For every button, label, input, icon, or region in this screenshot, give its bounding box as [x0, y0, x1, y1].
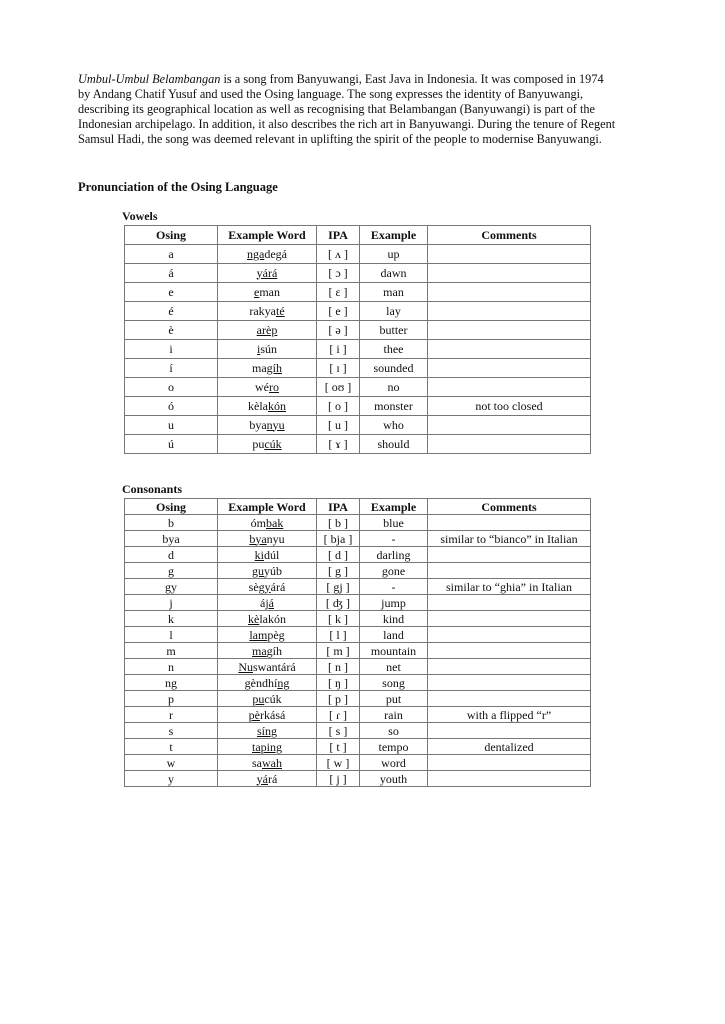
osing-letter: j [125, 595, 218, 611]
table-row [125, 435, 591, 454]
example-word [218, 739, 317, 755]
table-row [125, 378, 591, 397]
table-row [125, 595, 591, 611]
word-part: sa [252, 755, 262, 770]
section-heading: Pronunciation of the Osing Language [78, 180, 278, 194]
word-part-underlined: bya [249, 531, 267, 546]
word-part-underlined: taping [252, 739, 282, 754]
word-part-underlined: lam [249, 627, 268, 642]
word-part: óm [250, 515, 266, 530]
example-word [218, 579, 317, 595]
english-example: net [360, 659, 428, 675]
word-part: nyu [266, 531, 285, 546]
comment [428, 515, 591, 531]
comment [428, 378, 591, 397]
example-word [218, 302, 317, 321]
column-header-ipa: IPA [317, 499, 360, 515]
word-part: rakya [249, 303, 276, 318]
comment [428, 723, 591, 739]
example-word [218, 245, 317, 264]
table-row [125, 755, 591, 771]
comment [428, 643, 591, 659]
example-word [218, 547, 317, 563]
comment [428, 245, 591, 264]
comment: similar to “bianco” in Italian [428, 531, 591, 547]
word-part: kèla [248, 398, 268, 413]
vowels-label: Vowels [122, 209, 158, 223]
word-part-underlined: gu [252, 563, 264, 578]
table-row [125, 643, 591, 659]
consonants-table [124, 498, 591, 787]
word-part-underlined: yá [256, 771, 268, 786]
comment [428, 563, 591, 579]
word-part: gèndhí [244, 675, 278, 690]
ipa-symbol: [ ʤ ] [317, 595, 360, 611]
osing-letter: b [125, 515, 218, 531]
word-part-underlined: pè [248, 707, 260, 722]
english-example: should [360, 435, 428, 454]
comment [428, 340, 591, 359]
song-title: Umbul-Umbul Belambangan [78, 72, 221, 86]
example-word [218, 675, 317, 691]
english-example: gone [360, 563, 428, 579]
osing-letter: i [125, 340, 218, 359]
english-example: who [360, 416, 428, 435]
english-example: so [360, 723, 428, 739]
ipa-symbol: [ oʊ ] [317, 378, 360, 397]
ipa-symbol: [ l ] [317, 627, 360, 643]
table-row [125, 515, 591, 531]
ipa-symbol: [ ə ] [317, 321, 360, 340]
example-word [218, 531, 317, 547]
osing-letter: m [125, 643, 218, 659]
table-row [125, 771, 591, 787]
table-row [125, 723, 591, 739]
column-header-example: Example [360, 499, 428, 515]
comment [428, 321, 591, 340]
ipa-symbol: [ m ] [317, 643, 360, 659]
example-word [218, 416, 317, 435]
example-word [218, 691, 317, 707]
osing-letter: n [125, 659, 218, 675]
english-example: darling [360, 547, 428, 563]
example-word [218, 723, 317, 739]
word-part-underlined: gíh [266, 360, 282, 375]
table-header-row [125, 226, 591, 245]
ipa-symbol: [ d ] [317, 547, 360, 563]
ipa-symbol: [ i ] [317, 340, 360, 359]
table-row [125, 611, 591, 627]
table-row [125, 283, 591, 302]
word-part-underlined: bak [266, 515, 284, 530]
osing-letter: o [125, 378, 218, 397]
comment [428, 416, 591, 435]
comment [428, 659, 591, 675]
ipa-symbol: [ s ] [317, 723, 360, 739]
word-part: degá [264, 246, 287, 261]
word-part-underlined: síng [256, 723, 277, 738]
table-row [125, 264, 591, 283]
example-word [218, 397, 317, 416]
example-word [218, 321, 317, 340]
comment [428, 691, 591, 707]
ipa-symbol: [ g ] [317, 563, 360, 579]
english-example: tempo [360, 739, 428, 755]
example-word [218, 627, 317, 643]
word-part-underlined: ki [254, 547, 264, 562]
word-part-underlined: gy [258, 579, 271, 594]
osing-letter: è [125, 321, 218, 340]
comment [428, 359, 591, 378]
word-part-underlined: wah [262, 755, 282, 770]
word-part: árá [270, 579, 286, 594]
word-part-underlined: té [275, 303, 285, 318]
osing-letter: r [125, 707, 218, 723]
english-example: man [360, 283, 428, 302]
table-row [125, 397, 591, 416]
word-part: sè [248, 579, 259, 594]
osing-letter: e [125, 283, 218, 302]
ipa-symbol: [ ʌ ] [317, 245, 360, 264]
word-part: swantárá [253, 659, 296, 674]
osing-letter: g [125, 563, 218, 579]
word-part: sún [260, 341, 277, 356]
comment: with a flipped “r” [428, 707, 591, 723]
word-part: lakón [259, 611, 286, 626]
comment [428, 595, 591, 611]
table-row [125, 359, 591, 378]
osing-letter: bya [125, 531, 218, 547]
ipa-symbol: [ bja ] [317, 531, 360, 547]
example-word [218, 515, 317, 531]
english-example: blue [360, 515, 428, 531]
english-example: - [360, 579, 428, 595]
english-example: youth [360, 771, 428, 787]
table-row [125, 707, 591, 723]
table-row [125, 321, 591, 340]
example-word [218, 264, 317, 283]
osing-letter: á [125, 264, 218, 283]
english-example: jump [360, 595, 428, 611]
ipa-symbol: [ gj ] [317, 579, 360, 595]
comment [428, 611, 591, 627]
english-example: word [360, 755, 428, 771]
osing-letter: ó [125, 397, 218, 416]
osing-letter: ng [125, 675, 218, 691]
word-part-underlined: kè [248, 611, 260, 626]
comment [428, 755, 591, 771]
ipa-symbol: [ b ] [317, 515, 360, 531]
english-example: up [360, 245, 428, 264]
ipa-symbol: [ ŋ ] [317, 675, 360, 691]
english-example: butter [360, 321, 428, 340]
osing-letter: gy [125, 579, 218, 595]
comment [428, 675, 591, 691]
table-row [125, 627, 591, 643]
example-word [218, 659, 317, 675]
osing-letter: a [125, 245, 218, 264]
table-row [125, 340, 591, 359]
word-part: gíh [266, 643, 282, 658]
example-word [218, 755, 317, 771]
ipa-symbol: [ ɾ ] [317, 707, 360, 723]
word-part: pèg [267, 627, 285, 642]
english-example: thee [360, 340, 428, 359]
comment [428, 771, 591, 787]
comment [428, 627, 591, 643]
intro-paragraph [78, 72, 618, 147]
english-example: lay [360, 302, 428, 321]
english-example: put [360, 691, 428, 707]
table-row [125, 563, 591, 579]
osing-letter: k [125, 611, 218, 627]
word-part-underlined: cúk [264, 436, 282, 451]
word-part: pu [252, 436, 265, 451]
word-part-underlined: ro [269, 379, 279, 394]
example-word [218, 283, 317, 302]
example-word [218, 771, 317, 787]
word-part: man [259, 284, 280, 299]
table-row [125, 245, 591, 264]
english-example: land [360, 627, 428, 643]
ipa-symbol: [ j ] [317, 771, 360, 787]
table-row [125, 691, 591, 707]
column-header-ipa: IPA [317, 226, 360, 245]
word-part-underlined: yárá [256, 265, 278, 280]
word-part: wé [255, 379, 269, 394]
english-example: song [360, 675, 428, 691]
example-word [218, 611, 317, 627]
vowels-table [124, 225, 591, 454]
example-word [218, 707, 317, 723]
ipa-symbol: [ k ] [317, 611, 360, 627]
ipa-symbol: [ w ] [317, 755, 360, 771]
osing-letter: d [125, 547, 218, 563]
table-row [125, 659, 591, 675]
comment [428, 547, 591, 563]
osing-letter: s [125, 723, 218, 739]
table-header-row [125, 499, 591, 515]
word-part-underlined: i [256, 341, 261, 356]
table-row [125, 739, 591, 755]
table-row [125, 547, 591, 563]
column-header-example: Example [360, 226, 428, 245]
word-part-underlined: já [265, 595, 274, 610]
word-part: ma [251, 360, 267, 375]
ipa-symbol: [ e ] [317, 302, 360, 321]
ipa-symbol: [ ɤ ] [317, 435, 360, 454]
comment [428, 435, 591, 454]
word-part-underlined: arèp [256, 322, 278, 337]
example-word [218, 340, 317, 359]
word-part-underlined: nyu [266, 417, 285, 432]
table-row [125, 675, 591, 691]
comment: dentalized [428, 739, 591, 755]
column-header-example-word: Example Word [218, 226, 317, 245]
ipa-symbol: [ ɔ ] [317, 264, 360, 283]
ipa-symbol: [ p ] [317, 691, 360, 707]
ipa-symbol: [ u ] [317, 416, 360, 435]
consonants-label: Consonants [122, 482, 183, 496]
ipa-symbol: [ n ] [317, 659, 360, 675]
column-header-comments: Comments [428, 226, 591, 245]
word-part-underlined: kón [268, 398, 286, 413]
example-word [218, 435, 317, 454]
osing-letter: u [125, 416, 218, 435]
word-part: rá [268, 771, 278, 786]
word-part-underlined: pu [252, 691, 265, 706]
column-header-comments: Comments [428, 499, 591, 515]
comment [428, 283, 591, 302]
word-part: bya [249, 417, 267, 432]
osing-letter: p [125, 691, 218, 707]
table-row [125, 302, 591, 321]
english-example: mountain [360, 643, 428, 659]
word-part-underlined: ng [277, 675, 290, 690]
column-header-example-word: Example Word [218, 499, 317, 515]
word-part: cúk [264, 691, 282, 706]
example-word [218, 643, 317, 659]
example-word [218, 359, 317, 378]
word-part-underlined: Nu [238, 659, 253, 674]
english-example: - [360, 531, 428, 547]
osing-letter: ú [125, 435, 218, 454]
column-header-osing: Osing [125, 226, 218, 245]
english-example: sounded [360, 359, 428, 378]
comment: similar to “ghia” in Italian [428, 579, 591, 595]
english-example: kind [360, 611, 428, 627]
comment: not too closed [428, 397, 591, 416]
english-example: monster [360, 397, 428, 416]
word-part-underlined: nga [247, 246, 265, 261]
ipa-symbol: [ o ] [317, 397, 360, 416]
example-word [218, 595, 317, 611]
comment [428, 302, 591, 321]
intro-text: is a song from Banyuwangi, East Java in Indonesia. It was composed in 1974 by Andang Chatif Yusuf and used the Osing language. The song expresses the identity of Banyuwangi, describing its geographical location as well as recognising that Belambangan (Banyuwangi) is part of the Indonesian archipelago. In addition, it also describes the rich art in Banyuwangi. During the tenure of Regent Samsul Hadi, the song was deemed relevant in uplifting the spirit of the people to modernise Banyuwangi. [78, 72, 616, 146]
english-example: rain [360, 707, 428, 723]
column-header-osing: Osing [125, 499, 218, 515]
word-part: á [260, 595, 266, 610]
word-part: dúl [264, 547, 280, 562]
comment [428, 264, 591, 283]
osing-letter: w [125, 755, 218, 771]
word-part-underlined: e [254, 284, 260, 299]
example-word [218, 563, 317, 579]
ipa-symbol: [ t ] [317, 739, 360, 755]
word-part: yúb [264, 563, 282, 578]
ipa-symbol: [ ɪ ] [317, 359, 360, 378]
ipa-symbol: [ ɛ ] [317, 283, 360, 302]
osing-letter: y [125, 771, 218, 787]
table-row [125, 579, 591, 595]
word-part-underlined: ma [251, 643, 267, 658]
word-part: rkásá [260, 707, 286, 722]
example-word [218, 378, 317, 397]
english-example: dawn [360, 264, 428, 283]
osing-letter: l [125, 627, 218, 643]
table-row [125, 531, 591, 547]
english-example: no [360, 378, 428, 397]
osing-letter: í [125, 359, 218, 378]
table-row [125, 416, 591, 435]
osing-letter: t [125, 739, 218, 755]
osing-letter: é [125, 302, 218, 321]
